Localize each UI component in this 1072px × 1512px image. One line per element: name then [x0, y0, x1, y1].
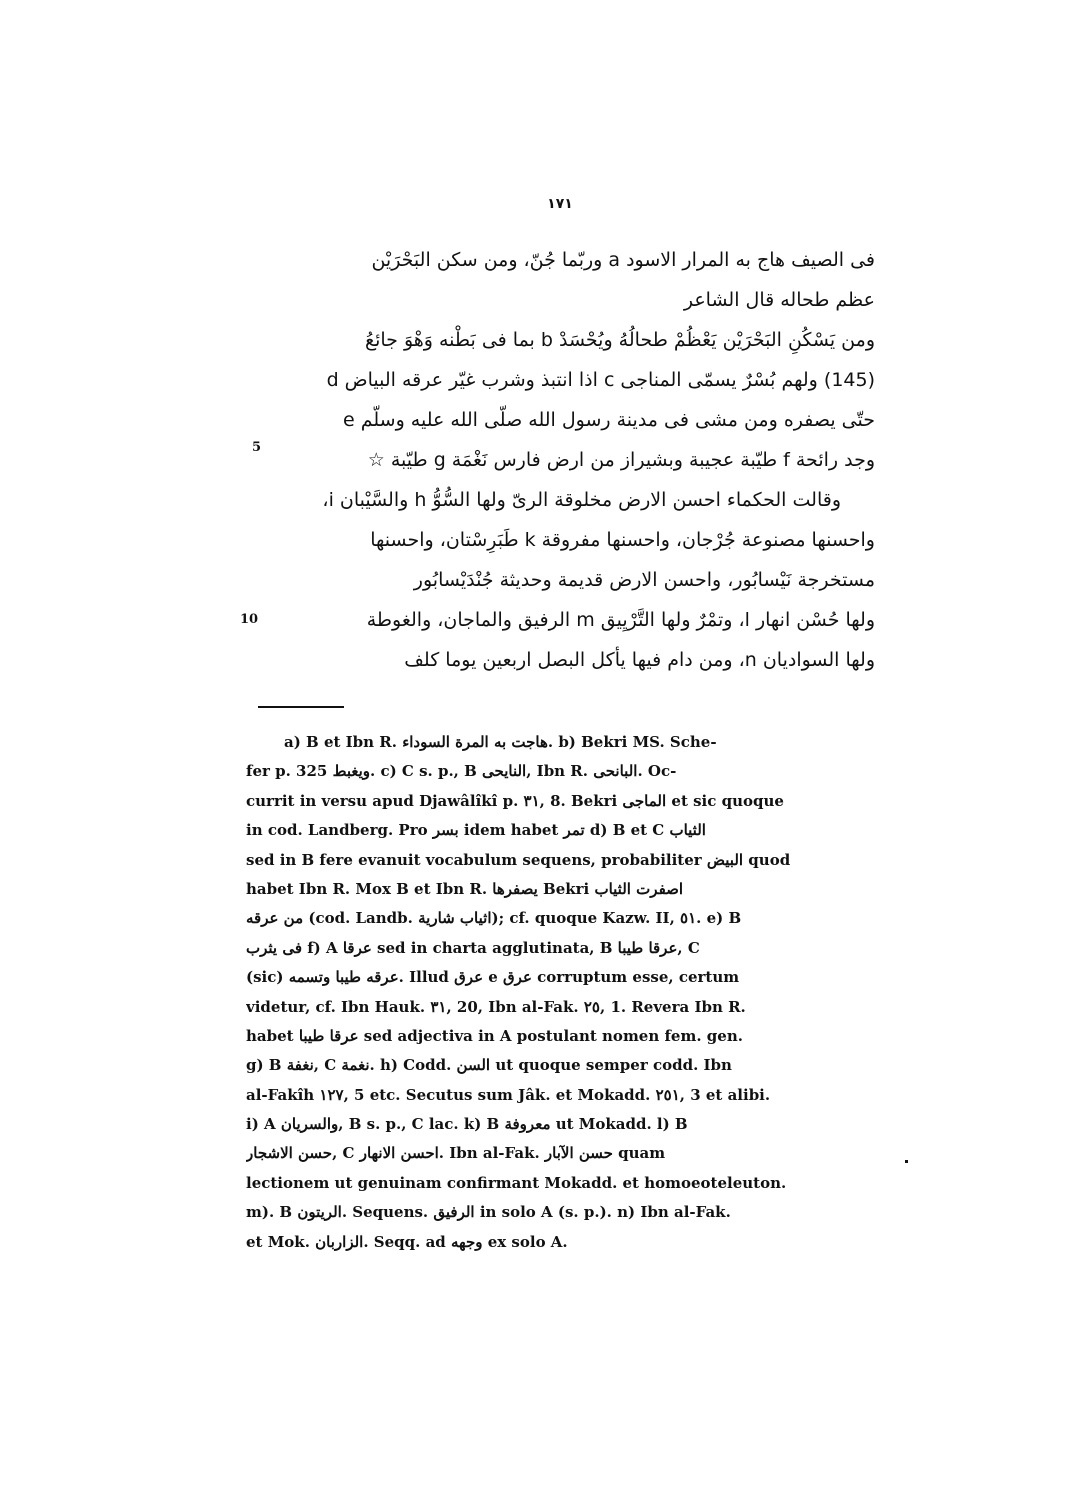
arabic-line: مستخرجة نَيْسابُور، واحسن الارض قديمة وحديثة جُنْدَيْسابُور	[413, 569, 875, 591]
margin-line-number: 10	[240, 612, 259, 627]
arabic-line: ولها السواديان n، ومن دام فيها يأكل البصل اربعين يوما كلف	[404, 649, 875, 671]
footnote-line: in cod. Landberg. Pro بسر idem habet تمر d) B et C الثياب	[246, 821, 706, 840]
footnotes	[246, 728, 858, 1257]
arabic-line: عظم طحاله قال الشاعر	[683, 289, 875, 311]
arabic-line: ولها حُسْن انهار l، وتمْرٌ ولها التَّرْيِيق m الرفيق والماجان، والغوطة	[366, 609, 875, 631]
footnote-line: (sic) عرقه طيبا وتسمه. Illud عرق e عرق corruptum esse, certum	[246, 968, 740, 987]
footnote-line: g) B نغفة, C نغمة. h) Codd. السن ut quoque semper codd. Ibn	[246, 1056, 732, 1075]
arabic-line: ومن يَسْكُنِ البَحْرَيْن يَعْظُمْ طحالُهُ ويُحْسَدْ b بما فى بَطْنه وَهْوَ جائعُ	[364, 329, 875, 351]
scan-speck	[905, 1160, 908, 1163]
footnote-line: al-Fakîh ١٢٧, 5 etc. Secutus sum Jâk. et Mokadd. ٢٥١, 3 et alibi.	[246, 1085, 771, 1104]
footnote-line: videtur, cf. Ibn Hauk. ٣١, 20, Ibn al-Fak. ٢٥, 1. Revera Ibn R.	[246, 997, 746, 1016]
footnote-line: et Mok. الزاربان. Seqq. ad وجهه ex solo A.	[246, 1232, 568, 1251]
footnote-line: lectionem ut genuinam confirmant Mokadd. et homoeoteleuton.	[246, 1173, 787, 1192]
arabic-main-text	[255, 240, 875, 680]
arabic-line: وقالت الحكماء احسن الارض مخلوقة الرىّ ولها السُّوُّ h والسَّيْبان i،	[322, 489, 841, 511]
footnote-line: i) A والسريان, B s. p., C lac. k) B معروفة ut Mokadd. l) B	[246, 1115, 688, 1134]
footnote-line: fer p. 325 ويغبط. c) C s. p., B النايحى, Ibn R. البانحى. Oc-	[246, 762, 677, 781]
footnote-line: habet عرقا طيبا sed adjectiva in A postulant nomen fem. gen.	[246, 1026, 743, 1045]
arabic-line: واحسنها مصنوعة جُرْجان، واحسنها مفروقة k طَبَرِسْتان، واحسنها	[370, 529, 875, 551]
footnote-line: m). B الريتون. Sequens. الرفيق in solo A (s. p.). n) Ibn al-Fak.	[246, 1203, 731, 1222]
margin-line-number: 5	[252, 440, 262, 455]
arabic-line: (145) ولهم بُسْرٌ يسمّى المناجى c اذا انتبذ وشرب غيّر عرقه البياض d	[326, 369, 875, 391]
footnote-line: فى يثرب f) A عرقا sed in charta agglutinata, B عرقا طيبا, C	[246, 938, 700, 957]
footnote-line: حسن الاشجار, C احسن الانهار. Ibn al-Fak. حسن الآبار quam	[246, 1144, 666, 1163]
footnote-line: habet Ibn R. Mox B et Ibn R. يصفرها Bekri اصفرت الثياب	[246, 879, 684, 898]
footnote-separator	[258, 706, 344, 708]
arabic-line: حتّى يصفره ومن مشى فى مدينة رسول الله صلّى الله عليه وسلّم e	[342, 409, 875, 431]
footnote-line: a) B et Ibn R. هاجت به المرة السوداء. b) Bekri MS. Sche-	[284, 733, 717, 751]
footnote-line: من عرقه (cod. Landb. اثياب شارية); cf. quoque Kazw. II, ٥١. e) B	[246, 909, 742, 928]
arabic-line: فى الصيف هاج به المرار الاسود a وربّما جُنّ، ومن سكن البَحْرَيْن	[371, 249, 875, 271]
footnote-line: currit in versu apud Djawâlîkî p. ٣١, 8. Bekri الماجى et sic quoque	[246, 791, 784, 810]
footnote-line: sed in B fere evanuit vocabulum sequens, probabiliter البيض quod	[246, 850, 791, 869]
arabic-line: وجد رائحة f طيّبة عجيبة وبشيراز من ارض فارس نَغْمَة g طيّبة ☆	[367, 449, 875, 471]
page-number: ١٧١	[547, 196, 573, 212]
